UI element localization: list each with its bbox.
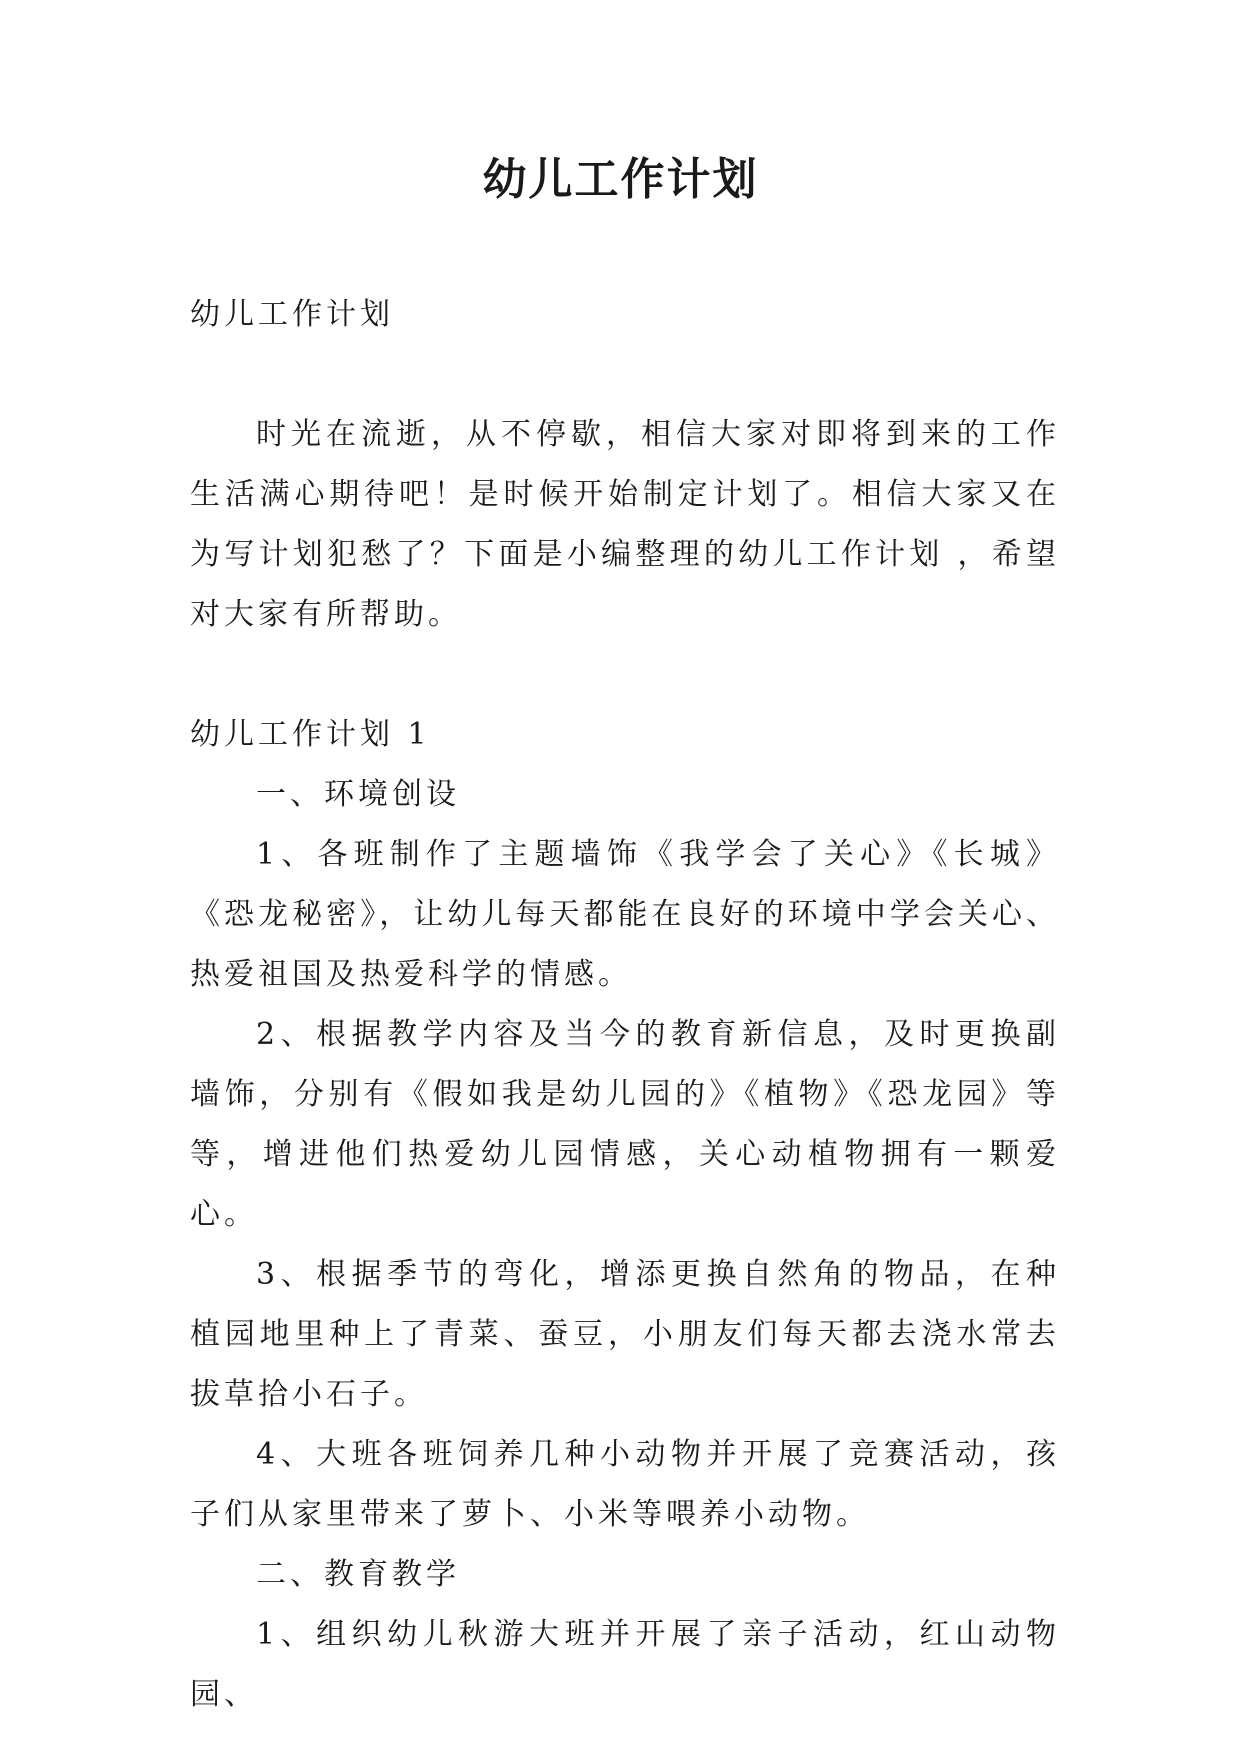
document-title: 幼儿工作计划 — [482, 154, 759, 205]
intro-paragraph: 时光在流逝，从不停歇，相信大家对即将到来的工作生活满心期待吧！是时候开始制定计划了。相信大家又在为写计划犯愁了？下面是小编整理的幼儿工作计划 ，希望对大家有所帮助。 — [190, 417, 1060, 632]
paragraph-item-4: 4、大班各班饲养几种小动物并开展了竞赛活动，孩子们从家里带来了萝卜、小米等喂养小动物。 — [190, 1437, 1060, 1532]
paragraph-item-5: 1、组织幼儿秋游大班并开展了亲子活动，红山动物园、 — [190, 1617, 1060, 1712]
heading-environment: 一、环境创设 — [256, 777, 460, 812]
paragraph-item-2: 2、根据教学内容及当今的教育新信息，及时更换副墙饰，分别有《假如我是幼儿园的》《植物》《恐龙园》等等，增进他们热爱幼儿园情感，关心动植物拥有一颗爱心。 — [190, 1017, 1060, 1232]
paragraph-item-1: 1、各班制作了主题墙饰《我学会了关心》《长城》《恐龙秘密》，让幼儿每天都能在良好的环境中学会关心、热爱祖国及热爱科学的情感。 — [190, 837, 1060, 992]
heading-education: 二、教育教学 — [256, 1557, 460, 1592]
document-body — [190, 285, 1060, 1725]
section-title: 幼儿工作计划 1 — [190, 717, 431, 752]
paragraph-item-3: 3、根据季节的弯化，增添更换自然角的物品，在种植园地里种上了青菜、蚕豆，小朋友们每天都去浇水常去拔草拾小石子。 — [190, 1257, 1060, 1412]
document-subtitle: 幼儿工作计划 — [190, 297, 394, 332]
